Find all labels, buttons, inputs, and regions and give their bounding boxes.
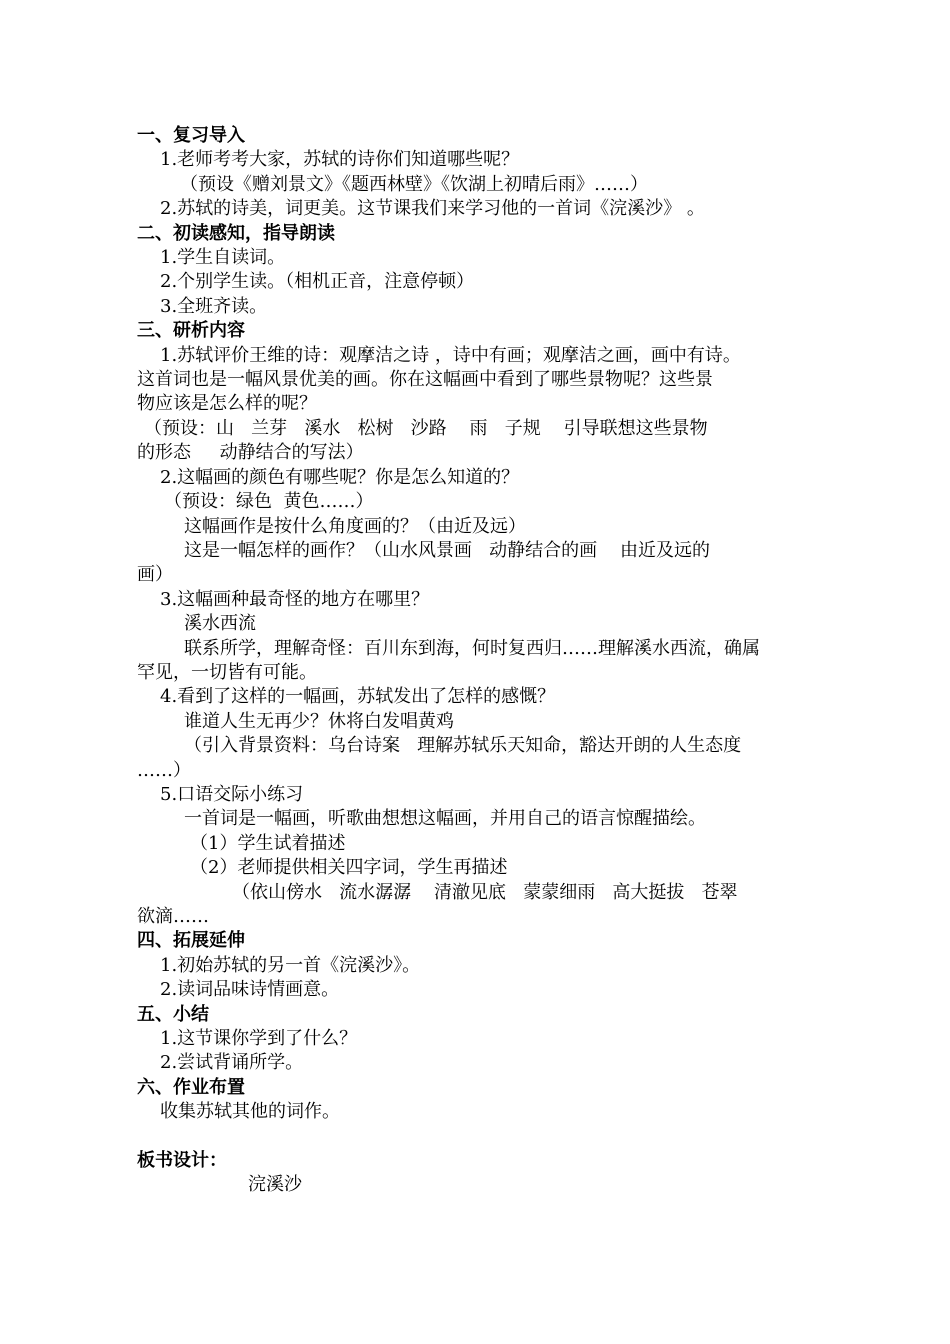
paragraph: 2.个别学生读。（相机正音，注意停顿）: [160, 271, 475, 293]
paragraph: 一首词是一幅画，听歌曲想想这幅画，并用自己的语言惊醒描绘。: [184, 808, 706, 830]
spacer: [137, 1125, 862, 1149]
paragraph: 1.老师考考大家，苏轼的诗你们知道哪些呢？: [160, 149, 520, 171]
paragraph: 谁道人生无再少？休将白发唱黄鸡: [184, 710, 454, 732]
paragraph: （预设：山 兰芽 溪水 松树 沙路 雨 子规 引导联想这些景物: [144, 417, 708, 439]
paragraph: （2）老师提供相关四字词，学生再描述: [190, 857, 508, 879]
paragraph: 溪水西流: [184, 613, 256, 635]
paragraph: 这是一幅怎样的画作？（山水风景画 动静结合的画 由近及远的: [184, 539, 711, 561]
paragraph: 联系所学，理解奇怪：百川东到海，何时复西归……理解溪水西流，确属: [184, 637, 760, 659]
paragraph: 收集苏轼其他的词作。: [160, 1101, 340, 1123]
paragraph: 2.苏轼的诗美，词更美。这节课我们来学习他的一首词《浣溪沙》 。: [160, 198, 705, 220]
paragraph: 2.读词品味诗情画意。: [160, 979, 340, 1001]
paragraph: （1）学生试着描述: [190, 832, 346, 854]
paragraph: （引入背景资料：乌台诗案 理解苏轼乐天知命，豁达开朗的人生态度: [184, 735, 742, 757]
paragraph: （预设：绿色 黄色……）: [164, 491, 374, 513]
paragraph: 物应该是怎么样的呢？: [137, 393, 317, 415]
paragraph: 4.看到了这样的一幅画，苏轼发出了怎样的感慨？: [160, 686, 556, 708]
board-design-item: 浣溪沙: [248, 1174, 302, 1196]
paragraph: ……）: [137, 759, 191, 781]
board-design-title: 板书设计：: [137, 1149, 227, 1171]
paragraph: （依山傍水 流水潺潺 清澈见底 蒙蒙细雨 高大挺拔 苍翠: [232, 881, 738, 903]
paragraph: 罕见，一切皆有可能。: [137, 661, 317, 683]
paragraph: 的形态 动静结合的写法）: [137, 442, 364, 464]
paragraph: 1.初始苏轼的另一首《浣溪沙》。: [160, 954, 421, 976]
paragraph: 这首词也是一幅风景优美的画。你在这幅画中看到了哪些景物呢？这些景: [137, 369, 713, 391]
section-heading-review: 一、复习导入: [137, 125, 245, 146]
paragraph: 1.这节课你学到了什么？: [160, 1028, 358, 1050]
section-heading-homework: 六、作业布置: [137, 1076, 245, 1098]
paragraph: （预设《赠刘景文》《题西林壁》《饮湖上初晴后雨》……）: [180, 173, 648, 195]
paragraph: 画）: [137, 564, 173, 586]
paragraph: 2.这幅画的颜色有哪些呢？你是怎么知道的？: [160, 466, 520, 488]
section-heading-first-reading: 二、初读感知，指导朗读: [137, 222, 335, 244]
paragraph: 5.口语交际小练习: [160, 783, 304, 805]
paragraph: 1.学生自读词。: [160, 247, 286, 269]
paragraph: 3.这幅画种最奇怪的地方在哪里？: [160, 588, 430, 610]
section-heading-analysis: 三、研析内容: [137, 320, 245, 342]
paragraph: 欲滴……: [137, 906, 209, 927]
paragraph: 这幅画作是按什么角度画的？（由近及远）: [184, 515, 526, 537]
paragraph: 3.全班齐读。: [160, 295, 268, 317]
section-heading-extension: 四、拓展延伸: [137, 930, 245, 952]
paragraph: 1.苏轼评价王维的诗：观摩洁之诗 ，诗中有画；观摩洁之画，画中有诗。: [160, 344, 741, 366]
paragraph: 2.尝试背诵所学。: [160, 1052, 304, 1074]
section-heading-summary: 五、小结: [137, 1003, 209, 1025]
lesson-plan-document: [137, 124, 862, 1197]
